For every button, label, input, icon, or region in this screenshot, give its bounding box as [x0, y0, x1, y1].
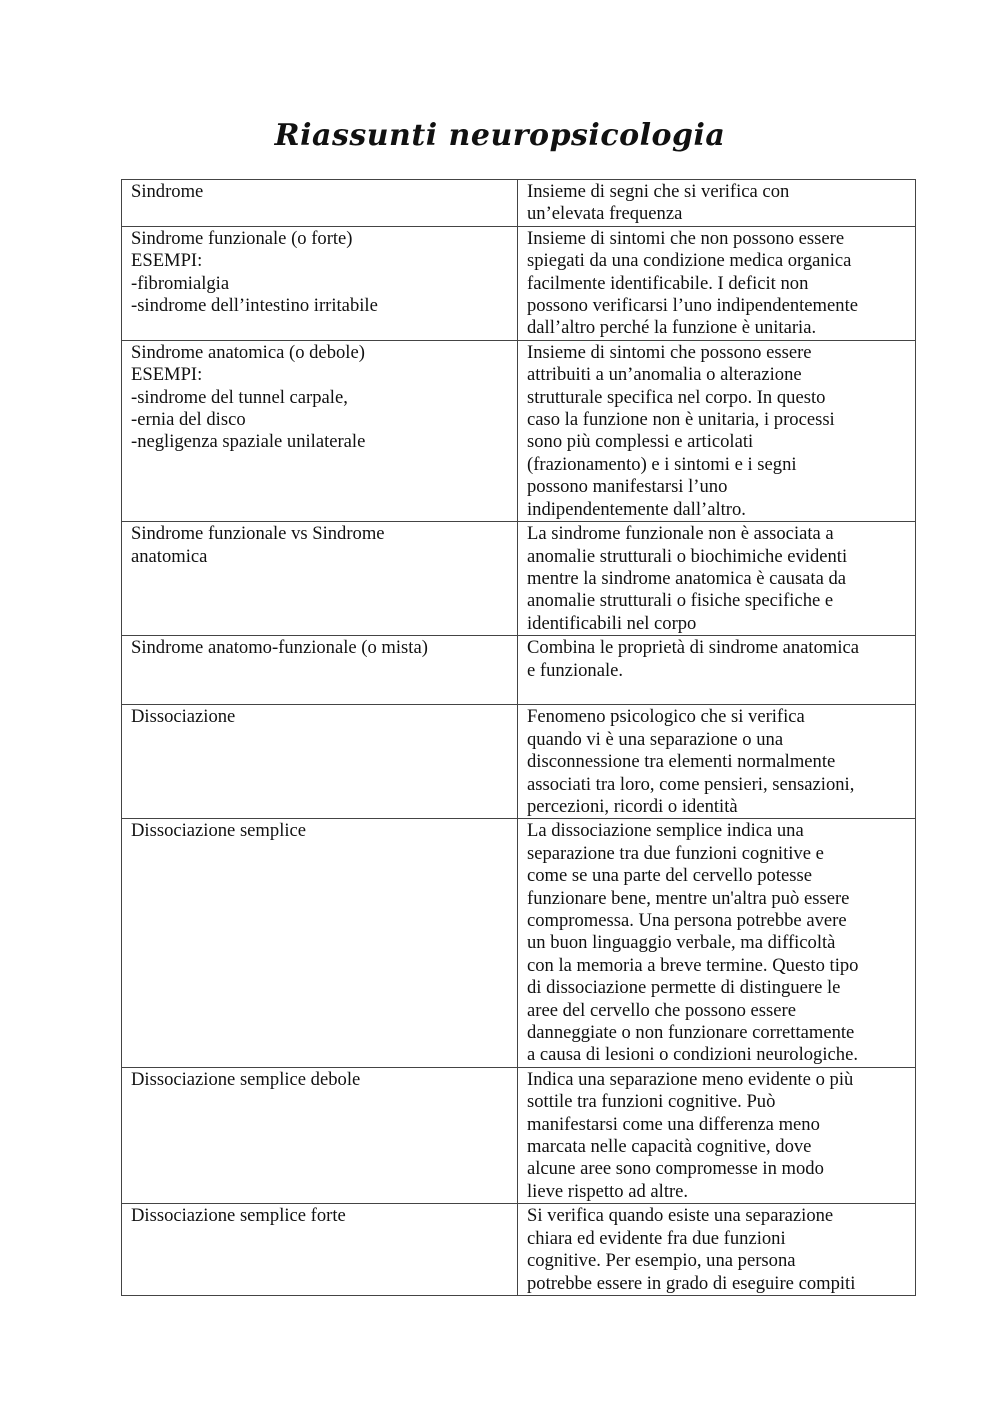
definition-cell [518, 226, 916, 340]
definition-line: La dissociazione semplice indica una [527, 820, 804, 842]
term-line: Sindrome funzionale vs Sindrome [131, 523, 385, 545]
definition-line: sono più complessi e articolati [527, 431, 754, 453]
term-line: Dissociazione semplice forte [131, 1205, 346, 1227]
definition-line [527, 682, 907, 704]
definition-line: (frazionamento) e i sintomi e i segni [527, 453, 797, 475]
term-line: anatomica [131, 545, 208, 567]
definition-line: identificabili nel corpo [527, 612, 697, 634]
term-line: Sindrome [131, 181, 204, 202]
page-title: Riassunti neuropsicologia [274, 118, 726, 153]
definition-cell [518, 522, 916, 636]
definition-line: spiegati da una condizione medica organica [527, 250, 852, 272]
definition-line: e funzionale. [527, 659, 624, 681]
definition-line: manifestarsi come una differenza meno [527, 1113, 820, 1135]
definition-cell [518, 180, 916, 227]
definition-line: compromessa. Una persona potrebbe avere [527, 910, 847, 931]
definition-line: aree del cervello che possono essere [527, 999, 796, 1021]
term-line: -fibromialgia [131, 272, 230, 294]
term-cell [122, 1067, 518, 1203]
definition-line: Insieme di sintomi che possono essere [527, 341, 812, 363]
definition-line: con la memoria a breve termine. Questo tipo [527, 954, 859, 976]
definition-line: Insieme di segni che si verifica con [527, 181, 790, 202]
definition-line: mentre la sindrome anatomica è causata da [527, 567, 847, 589]
definition-line: facilmente identificabile. I deficit non [527, 272, 809, 294]
definition-line: Insieme di sintomi che non possono essere [527, 227, 845, 249]
table-row [122, 340, 916, 521]
term-line: Sindrome funzionale (o forte) [131, 227, 353, 249]
definition-line: chiara ed evidente fra due funzioni [527, 1227, 786, 1249]
definition-line: lieve rispetto ad altre. [527, 1180, 689, 1202]
definition-cell [518, 340, 916, 521]
term-line: ESEMPI: [131, 364, 203, 386]
definition-line: funzionare bene, mentre un'altra può essere [527, 887, 850, 909]
definition-cell [518, 1067, 916, 1203]
table-row [122, 636, 916, 705]
term-cell [122, 1204, 518, 1296]
term-line: -sindrome dell’intestino irritabile [131, 295, 378, 317]
definition-line: sottile tra funzioni cognitive. Può [527, 1091, 776, 1113]
definition-line: di dissociazione permette di distinguere le [527, 977, 841, 999]
term-cell [122, 705, 518, 819]
table-row [122, 1204, 916, 1296]
table-row [122, 226, 916, 340]
term-line: -negligenza spaziale unilaterale [131, 431, 366, 453]
definition-line: cognitive. Per esempio, una persona [527, 1250, 796, 1272]
term-line: -sindrome del tunnel carpale, [131, 386, 348, 408]
definition-line: strutturale specifica nel corpo. In questo [527, 386, 826, 408]
term-cell [122, 522, 518, 636]
definition-line: attribuiti a un’anomalia o alterazione [527, 364, 802, 386]
definition-line: a causa di lesioni o condizioni neurologiche. [527, 1044, 858, 1066]
term-cell [122, 636, 518, 705]
table-row [122, 180, 916, 227]
term-cell [122, 340, 518, 521]
term-line: ESEMPI: [131, 250, 203, 272]
definition-line: marcata nelle capacità cognitive, dove [527, 1136, 812, 1158]
definition-line: danneggiate o non funzionare correttamente [527, 1022, 855, 1044]
definition-line: alcune aree sono compromesse in modo [527, 1158, 824, 1180]
definition-line: Indica una separazione meno evidente o più [527, 1068, 854, 1090]
definition-line: percezioni, ricordi o identità [527, 795, 738, 817]
definition-line: associati tra loro, come pensieri, sensazioni, [527, 773, 855, 795]
definition-line: separazione tra due funzioni cognitive e [527, 842, 824, 864]
table-row [122, 819, 916, 1067]
definition-line: caso la funzione non è unitaria, i processi [527, 409, 835, 431]
term-cell [122, 180, 518, 227]
definition-line: disconnessione tra elementi normalmente [527, 751, 836, 773]
definition-cell [518, 819, 916, 1067]
definition-line: un buon linguaggio verbale, ma difficoltà [527, 932, 836, 954]
summary-table [121, 179, 916, 1296]
definition-line: possono verificarsi l’uno indipendentemente [527, 295, 858, 317]
definition-line: anomalie strutturali o fisiche specifiche e [527, 590, 834, 612]
definition-line: Combina le proprietà di sindrome anatomica [527, 637, 860, 659]
term-cell [122, 226, 518, 340]
term-line: Dissociazione [131, 706, 236, 728]
definition-cell [518, 636, 916, 705]
term-line: Dissociazione semplice debole [131, 1068, 361, 1090]
definition-line: Si verifica quando esiste una separazione [527, 1205, 834, 1227]
definition-line: Fenomeno psicologico che si verifica [527, 706, 805, 728]
definition-line: come se una parte del cervello potesse [527, 865, 812, 887]
term-line: Sindrome anatomica (o debole) [131, 341, 365, 363]
definition-line: potrebbe essere in grado di eseguire compiti [527, 1272, 856, 1294]
table-row [122, 522, 916, 636]
term-line: Dissociazione semplice [131, 820, 307, 842]
definition-line: La sindrome funzionale non è associata a [527, 523, 834, 545]
table-row [122, 705, 916, 819]
table-body [122, 180, 916, 1296]
definition-line: un’elevata frequenza [527, 203, 683, 225]
definition-line: dall’altro perché la funzione è unitaria. [527, 317, 817, 339]
table-row [122, 1067, 916, 1203]
definition-line: anomalie strutturali o biochimiche evidenti [527, 545, 848, 567]
definition-line: quando vi è una separazione o una [527, 728, 784, 750]
term-cell [122, 819, 518, 1067]
definition-line: indipendentemente dall’altro. [527, 498, 746, 520]
definition-cell [518, 1204, 916, 1296]
term-line: -ernia del disco [131, 409, 246, 431]
term-line: Sindrome anatomo-funzionale (o mista) [131, 637, 428, 659]
definition-cell [518, 705, 916, 819]
definition-line: possono manifestarsi l’uno [527, 476, 728, 498]
